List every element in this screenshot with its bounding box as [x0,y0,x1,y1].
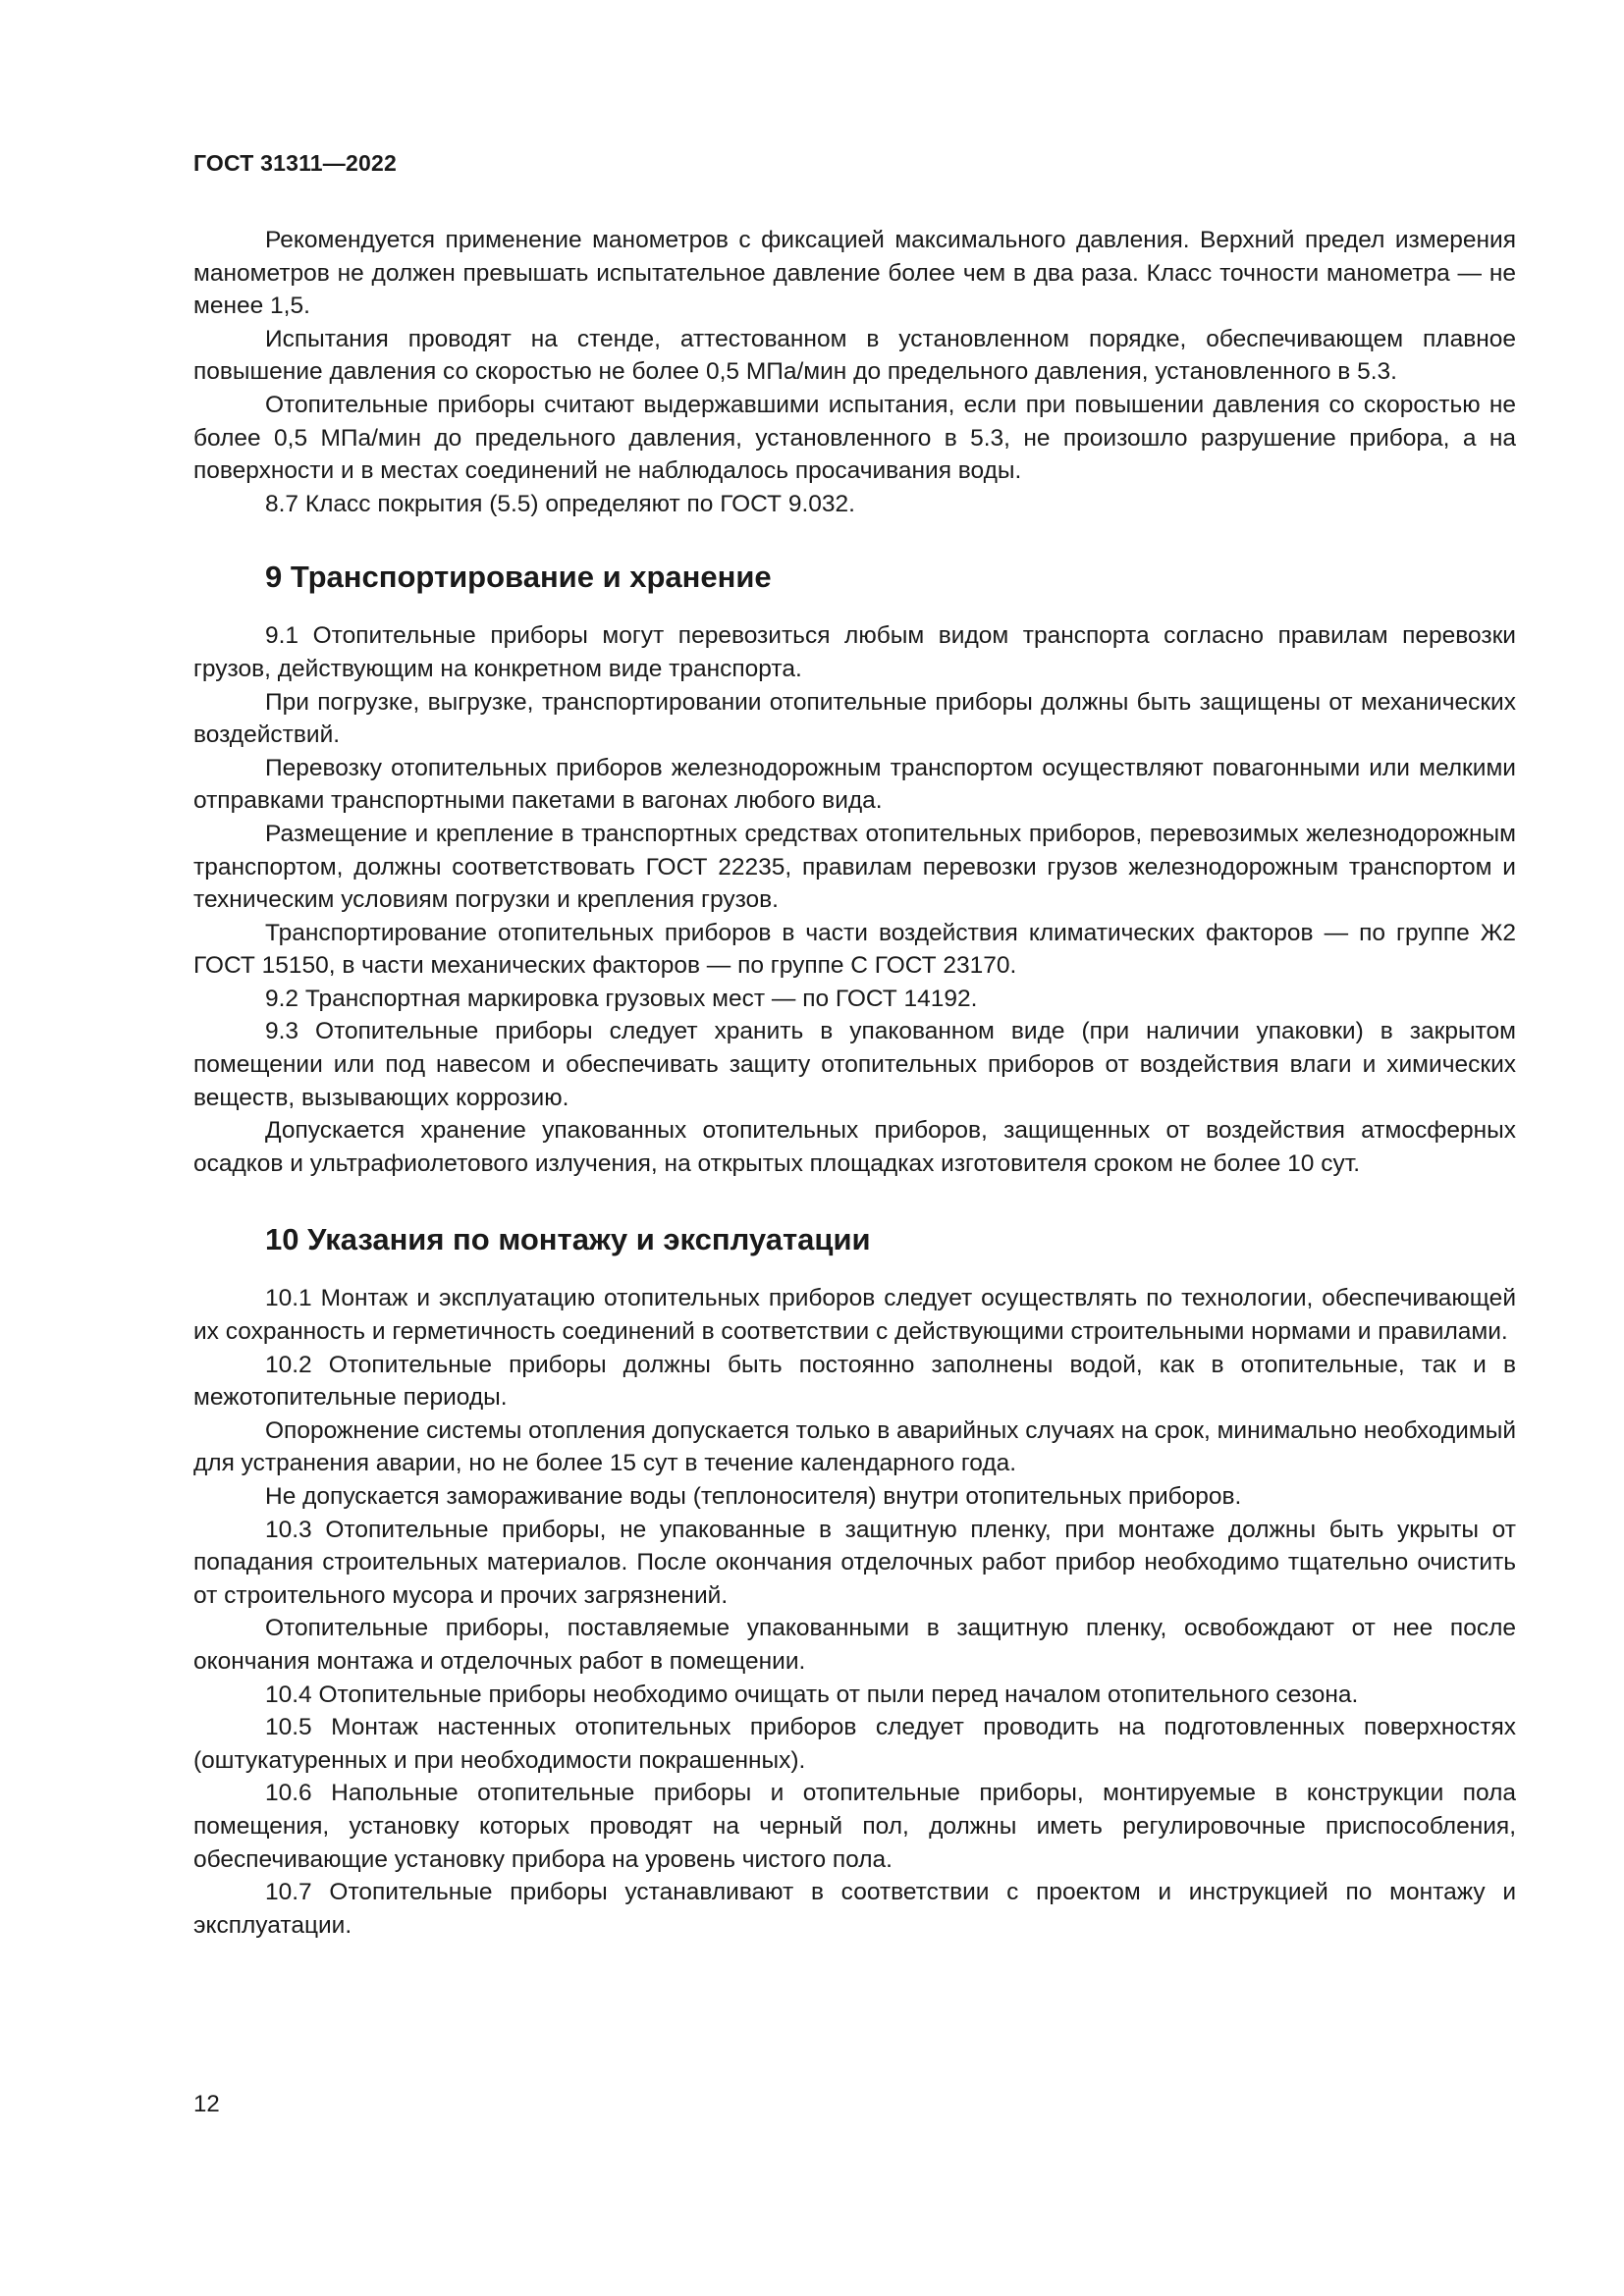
section-heading-10: 10 Указания по монтажу и эксплуатации [265,1222,871,1257]
page-body [193,224,1516,1942]
paragraph: Не допускается замораживание воды (теплоносителя) внутри отопительных приборов. [265,1483,1242,1510]
paragraph: Отопительные приборы, поставляемые упакованными в защитную пленку, освобождают от нее после окончания монтажа и отделочных работ в помещении. [193,1615,1516,1675]
paragraph: Перевозку отопительных приборов железнодорожным транспортом осуществляют повагонными или мелкими отправками транспортными пакетами в вагонах любого вида. [193,754,1516,815]
paragraph: Испытания проводят на стенде, аттестованном в установленном порядке, обеспечивающем плавное повышение давления со скоростью не более 0,5 МПа/мин до предельного давления, установленного в 5.3. [193,325,1516,386]
document-code-header: ГОСТ 31311—2022 [193,150,397,176]
paragraph: Размещение и крепление в транспортных средствах отопительных приборов, перевозимых железнодорожным транспортом, должны соответствовать ГОСТ 22235, правилам перевозки грузов железнодорожным транспортом и техническим условиям погрузки и крепления грузов. [193,820,1516,914]
paragraph: 9.2 Транспортная маркировка грузовых мест — по ГОСТ 14192. [265,985,978,1012]
paragraph: Отопительные приборы считают выдержавшими испытания, если при повышении давления со скоростью не более 0,5 МПа/мин до предельного давления, установленного в 5.3, не произошло разрушение прибора, а на поверхности и в местах соединений не наблюдалось просачивания воды. [193,391,1516,485]
paragraph: 9.3 Отопительные приборы следует хранить в упакованном виде (при наличии упаковки) в закрытом помещении или под навесом и обеспечивать защиту отопительных приборов от воздействия влаги и химических веществ, вызывающих коррозию. [193,1018,1516,1111]
paragraph: 10.3 Отопительные приборы, не упакованные в защитную пленку, при монтаже должны быть укрыты от попадания строительных материалов. После окончания отделочных работ прибор необходимо тщательно очистить от строительного мусора и прочих загрязнений. [193,1516,1516,1609]
paragraph: 10.7 Отопительные приборы устанавливают в соответствии с проектом и инструкцией по монтажу и эксплуатации. [193,1879,1516,1939]
paragraph: При погрузке, выгрузке, транспортировании отопительные приборы должны быть защищены от механических воздействий. [193,688,1516,749]
paragraph: Опорожнение системы отопления допускается только в аварийных случаях на срок, минимально необходимый для устранения аварии, но не более 15 сут в течение календарного года. [193,1416,1516,1477]
paragraph: 8.7 Класс покрытия (5.5) определяют по ГОСТ 9.032. [265,490,855,517]
paragraph: Транспортирование отопительных приборов в части воздействия климатических факторов — по группе Ж2 ГОСТ 15150, в части механических факторов — по группе С ГОСТ 23170. [193,919,1516,980]
paragraph: Рекомендуется применение манометров с фиксацией максимального давления. Верхний предел измерения манометров не должен превышать испытательное давление более чем в два раза. Класс точности манометра — не менее 1,5. [193,227,1516,320]
paragraph: Допускается хранение упакованных отопительных приборов, защищенных от воздействия атмосферных осадков и ультрафиолетового излучения, на открытых площадках изготовителя сроком не более 10 сут. [193,1117,1516,1177]
paragraph: 10.1 Монтаж и эксплуатацию отопительных приборов следует осуществлять по технологии, обеспечивающей их сохранность и герметичность соединений в соответствии с действующими строительными нормами и правилами. [193,1285,1516,1346]
paragraph: 10.4 Отопительные приборы необходимо очищать от пыли перед началом отопительного сезона. [265,1681,1359,1708]
page-number: 12 [193,2091,220,2117]
paragraph: 9.1 Отопительные приборы могут перевозиться любым видом транспорта согласно правилам перевозки грузов, действующим на конкретном виде транспорта. [193,622,1516,682]
paragraph: 10.2 Отопительные приборы должны быть постоянно заполнены водой, как в отопительные, так и в межотопительные периоды. [193,1351,1516,1412]
paragraph: 10.5 Монтаж настенных отопительных приборов следует проводить на подготовленных поверхностях (оштукатуренных и при необходимости покрашенных). [193,1714,1516,1774]
section-heading-9: 9 Транспортирование и хранение [265,560,772,595]
paragraph: 10.6 Напольные отопительные приборы и отопительные приборы, монтируемые в конструкции пола помещения, установку которых проводят на черный пол, должны иметь регулировочные приспособления, обеспечивающие установку прибора на уровень чистого пола. [193,1780,1516,1873]
